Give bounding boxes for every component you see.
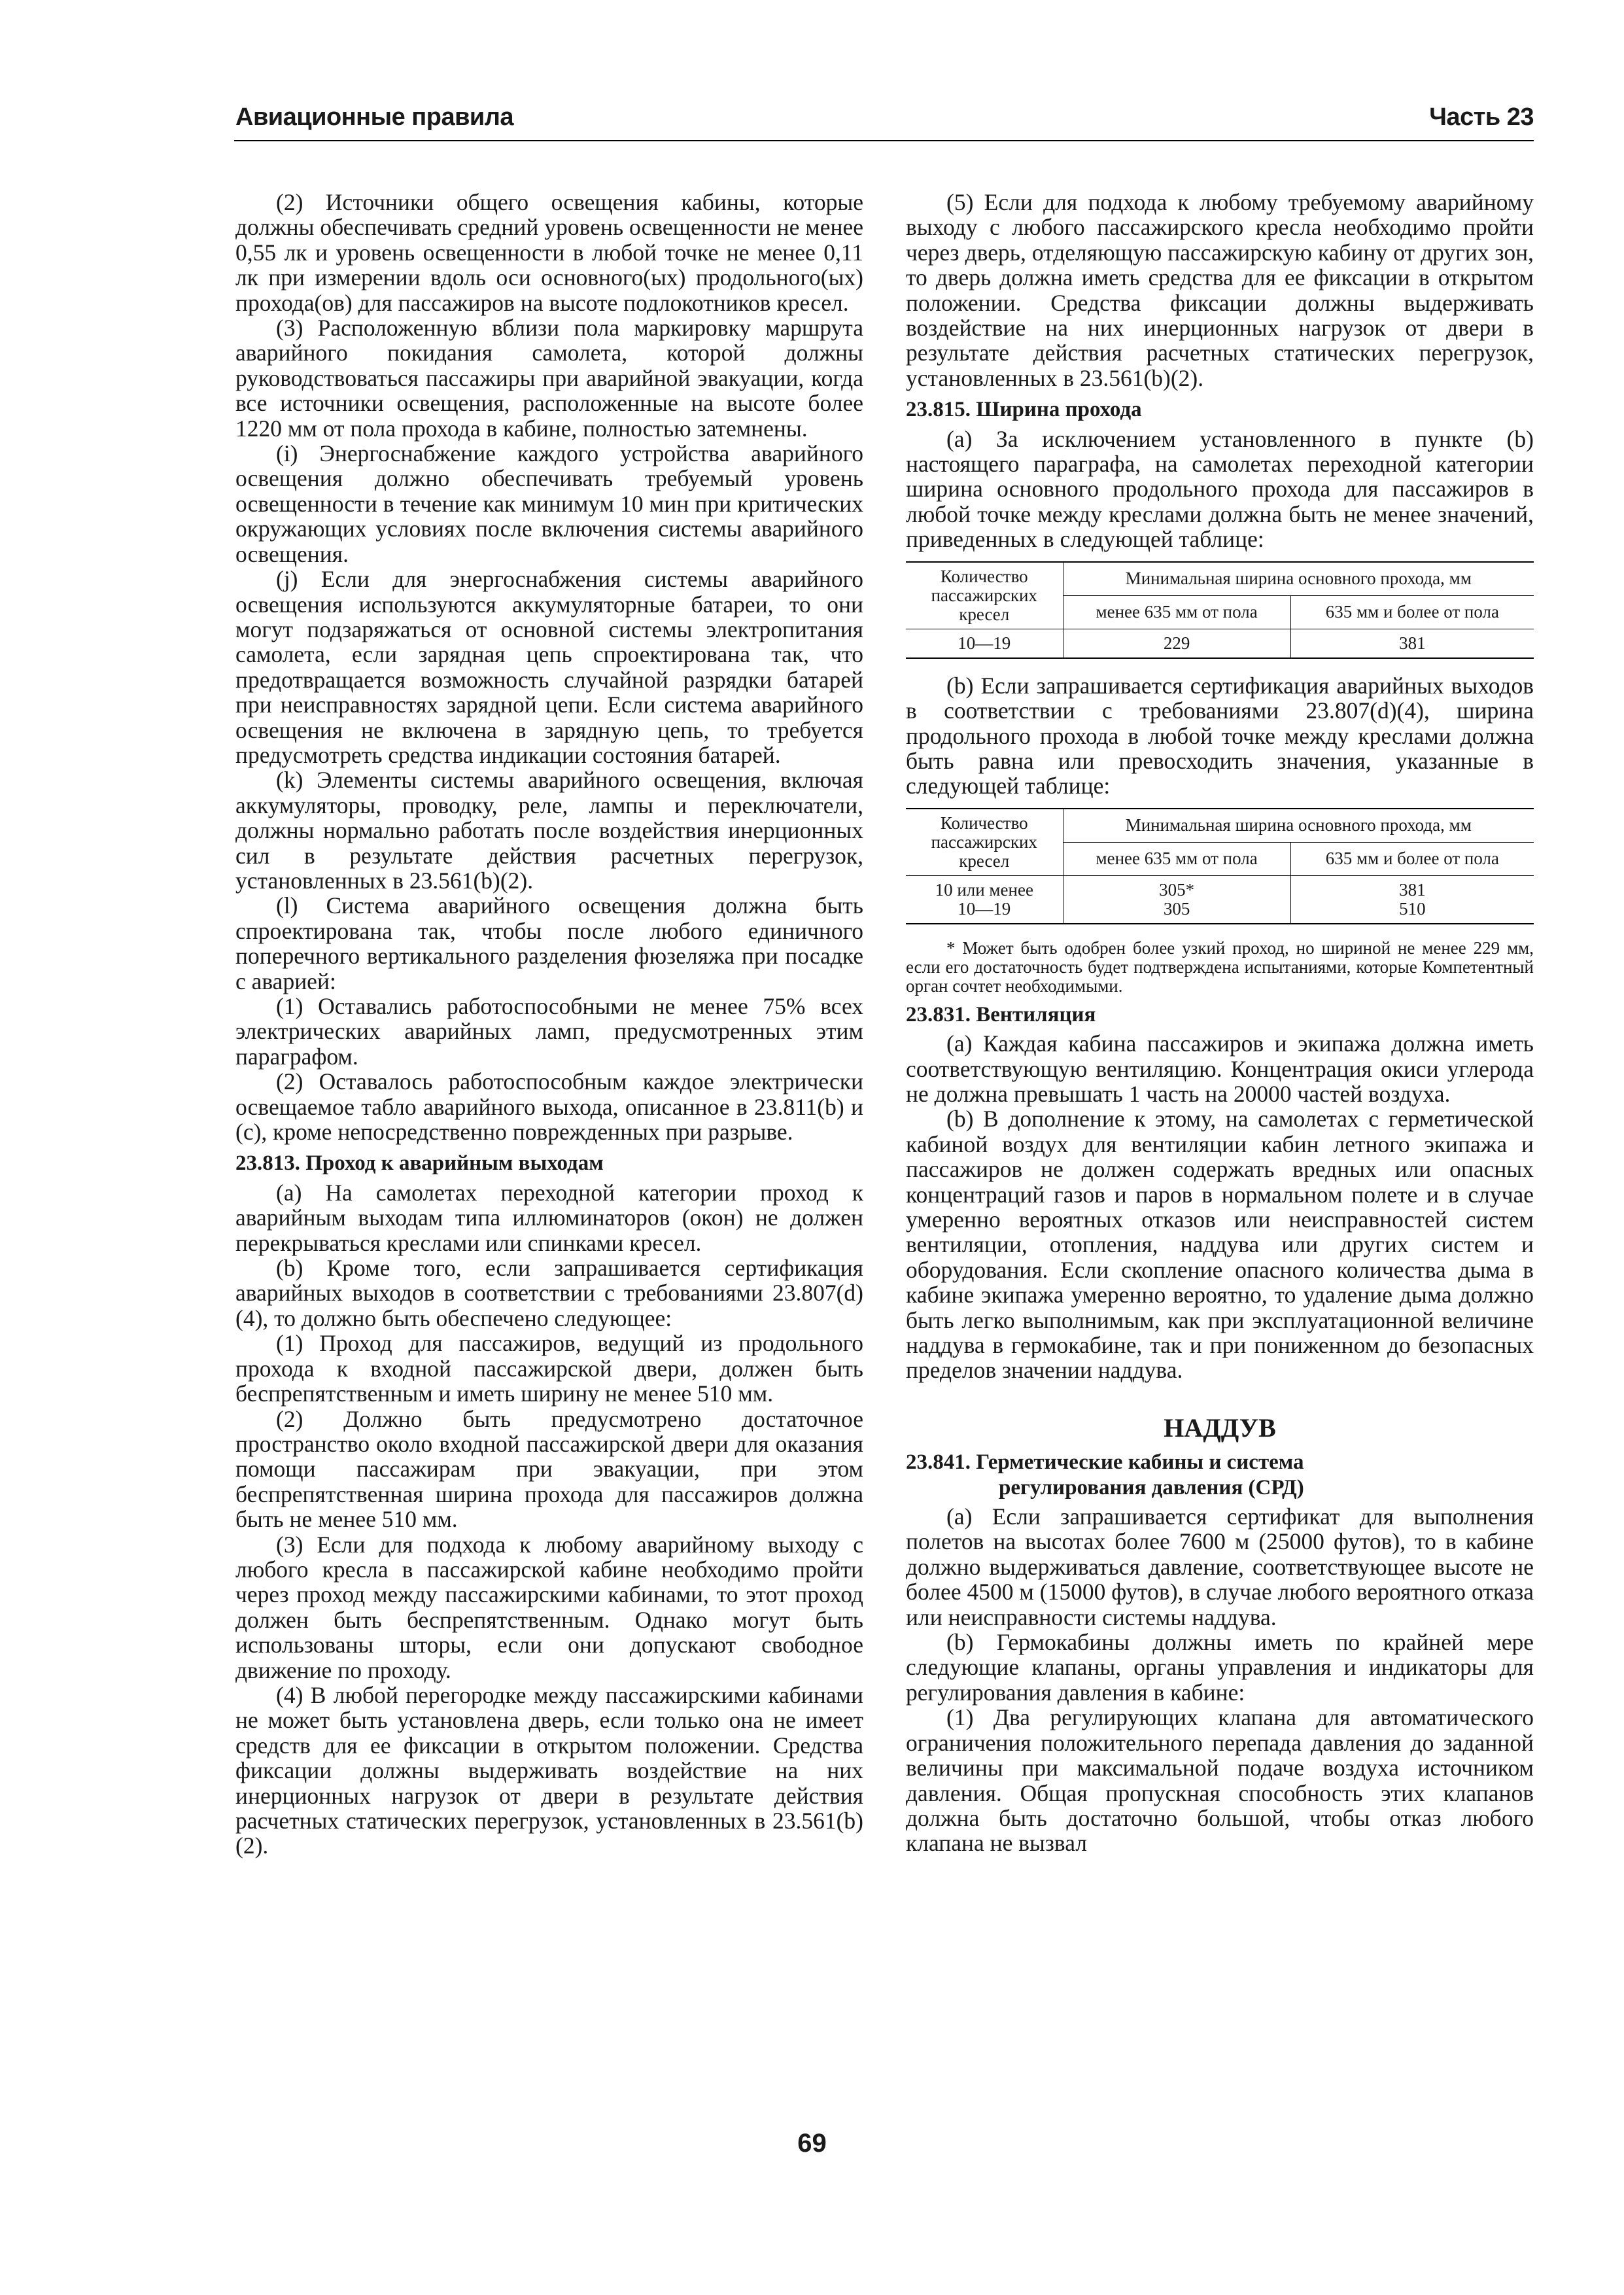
aisle-width-table-2: [906, 808, 1534, 924]
paragraph: (1) Оставались работоспособными не менее 75% всех электрических аварийных ламп, предусмотренных этим параграфом.: [235, 993, 863, 1070]
table-cell: 229: [1063, 629, 1290, 658]
section-title-841: [906, 1450, 1534, 1500]
paragraph: (i) Энергоснабжение каждого устройства аварийного освещения должно обеспечивать требуемый уровень освещенности в течение как минимум 10 мин при критических окружающих условиях после включения системы аварийного освещения.: [235, 440, 863, 567]
paragraph: (3) Расположенную вблизи пола маркировку маршрута аварийного покидания самолета, которой должны руководствоваться пассажиры при аварийной эвакуации, когда все источники освещения, расположенные на высоте более 1220 мм от пола прохода в кабине, полностью затемнены.: [235, 315, 863, 442]
section-title-815: 23.815. Ширина прохода: [906, 398, 1142, 422]
table-cell: 381: [1290, 629, 1534, 658]
table-subheader: менее 635 мм от пола: [1063, 842, 1290, 875]
table-cell: 305: [1063, 900, 1290, 924]
paragraph: (j) Если для энергоснабжения системы аварийного освещения используются аккумуляторные батареи, то они могут подзаряжаться от основной системы электропитания самолета, если зарядная цепь спроектирована так, что предотвращается возможность случайной разрядки батарей при неисправностях зарядной цепи. Если система аварийного освещения не включена в зарядную цепь, то требуется предусмотреть средства индикации состояния батарей.: [235, 566, 863, 768]
table-header-seats: Количество пассажирских кресел: [906, 809, 1063, 876]
header-rule: [234, 140, 1534, 141]
running-header-part: Часть 23: [1429, 103, 1534, 131]
right-column: [906, 190, 1534, 1856]
paragraph: (1) Проход для пассажиров, ведущий из продольного прохода к входной пассажирской двери, должен быть беспрепятственным и иметь ширину не менее 510 мм.: [235, 1330, 863, 1407]
paragraph: (k) Элементы системы аварийного освещения, включая аккумуляторы, проводку, реле, лампы и переключатели, должны нормально работать после воздействия инерционных сил в результате действия расчетных перегрузок, установленных в 23.561(b)(2).: [235, 767, 863, 894]
running-header-title: Авиационные правила: [235, 103, 514, 131]
paragraph: (b) Гермокабины должны иметь по крайней мере следующие клапаны, органы управления и индикаторы для регулирования давления в кабине:: [906, 1629, 1534, 1706]
paragraph: (4) В любой перегородке между пассажирскими кабинами не может быть установлена дверь, если только она не имеет средств для ее фиксации в открытом положении. Средства фиксации должны выдерживать воздействие на них инерционных нагрузок от двери в результате действия расчетных статических перегрузок, установленных в 23.561(b)(2).: [235, 1681, 863, 1859]
paragraph: (3) Если для подхода к любому аварийному выходу с любого кресла в пассажирской кабине необходимо пройти через проход между пассажирскими кабинами, то этот проход должен быть беспрепятственным. Однако могут быть использованы шторы, если они допускают свободное движение по проходу.: [235, 1531, 863, 1683]
table-cell: 381: [1290, 875, 1534, 900]
paragraph: (a) Если запрашивается сертификат для выполнения полетов на высотах более 7600 м (25000 футов), то в кабине должно выдерживаться давление, соответствующее высоте не более 4500 м (15000 футов), в случае любого вероятного отказа или неисправности системы наддува.: [906, 1503, 1534, 1630]
table-subheader: 635 мм и более от пола: [1290, 595, 1534, 629]
table-footnote: * Может быть одобрен более узкий проход, но шириной не менее 229 мм, если его достаточность будет подтверждена испытаниями, которые Компетентный орган сочтет необходимыми.: [906, 937, 1534, 996]
paragraph: (2) Оставалось работоспособным каждое электрически освещаемое табло аварийного выхода, описанное в 23.811(b) и (c), кроме непосредственно поврежденных при разрыве.: [235, 1068, 863, 1146]
table-header-seats: Количество пассажирских кресел: [906, 562, 1063, 629]
chapter-heading: НАДДУВ: [1164, 1412, 1276, 1443]
paragraph: (b) В дополнение к этому, на самолетах с герметической кабиной воздух для вентиляции кабин летного экипажа и пассажиров не должен содержать вредных или опасных концентраций газов и паров в нормальном полете и в случае умеренно вероятных отказов или неисправностей систем вентиляции, отопления, наддува или других систем и оборудования. Если скопление опасного количества дыма в кабине экипажа умеренно вероятно, то удаление дыма должно быть легко выполнимым, как при эксплуатационной величине наддува в гермокабине, так и при пониженном до безопасных пределов значении наддува.: [906, 1106, 1534, 1384]
table-cell: 10—19: [906, 629, 1063, 658]
table-cell: 10—19: [906, 900, 1063, 924]
paragraph: (2) Должно быть предусмотрено достаточное пространство около входной пассажирской двери для оказания помощи пассажирам при эвакуации, при этом беспрепятственная ширина прохода для пассажиров должна быть не менее 510 мм.: [235, 1405, 863, 1533]
paragraph: (b) Если запрашивается сертификация аварийных выходов в соответствии с требованиями 23.807(d)(4), ширина продольного прохода в любой точке между креслами должна быть равна или превосходить значения, указанные в следующей таблице:: [906, 672, 1534, 799]
section-title-line: регулирования давления (СРД): [999, 1475, 1304, 1499]
paragraph: (1) Два регулирующих клапана для автоматического ограничения положительного перепада давления до заданной величины при максимальной подаче воздуха источником давления. Общая пропускная способность этих клапанов должна быть достаточно большой, чтобы отказ любого клапана не вызвал: [906, 1704, 1534, 1857]
paragraph: (b) Кроме того, если запрашивается сертификация аварийных выходов в соответствии с требованиями 23.807(d)(4), то должно быть обеспечено следующее:: [235, 1255, 863, 1331]
page-number: 69: [797, 2129, 827, 2158]
paragraph: (a) Каждая кабина пассажиров и экипажа должна иметь соответствующую вентиляцию. Концентрация окиси углерода не должна превышать 1 часть на 20000 частей воздуха.: [906, 1030, 1534, 1107]
section-title-831: 23.831. Вентиляция: [906, 1002, 1096, 1026]
left-column: [235, 190, 863, 1859]
table-subheader: 635 мм и более от пола: [1290, 842, 1534, 875]
paragraph: (2) Источники общего освещения кабины, которые должны обеспечивать средний уровень освещенности не менее 0,55 лк и уровень освещенности в любой точке не менее 0,11 лк при измерении вдоль оси основного(ых) продольного(ых) прохода(ов) для пассажиров на высоте подлокотников кресел.: [235, 189, 863, 316]
table-subheader: менее 635 мм от пола: [1063, 595, 1290, 629]
paragraph: (l) Система аварийного освещения должна быть спроектирована так, чтобы после любого единичного поперечного вертикального разделения фюзеляжа при посадке с аварией:: [235, 892, 863, 994]
paragraph: (a) За исключением установленного в пункте (b) настоящего параграфа, на самолетах переходной категории ширина основного продольного прохода для пассажиров в любой точке между креслами должна быть не менее значений, приведенных в следующей таблице:: [906, 425, 1534, 553]
table-header-group: Минимальная ширина основного прохода, мм: [1063, 809, 1534, 843]
table-header-group: Минимальная ширина основного прохода, мм: [1063, 562, 1534, 596]
table-cell: 510: [1290, 900, 1534, 924]
paragraph: (a) На самолетах переходной категории проход к аварийным выходам типа иллюминаторов (окон) не должен перекрываться креслами или спинками кресел.: [235, 1179, 863, 1256]
section-title-813: 23.813. Проход к аварийным выходам: [235, 1151, 604, 1176]
section-title-line: 23.841. Герметические кабины и система: [906, 1450, 1304, 1475]
aisle-width-table-1: [906, 561, 1534, 659]
table-cell: 10 или менее: [906, 875, 1063, 900]
table-cell: 305*: [1063, 875, 1290, 900]
paragraph: (5) Если для подхода к любому требуемому аварийному выходу с любого пассажирского кресла необходимо пройти через дверь, отделяющую пассажирскую кабину от других зон, то дверь должна иметь средства для ее фиксации в открытом положении. Средства фиксации должны выдерживать воздействие на них инерционных нагрузок от двери в результате действия расчетных статических перегрузок, установленных в 23.561(b)(2).: [906, 189, 1534, 391]
